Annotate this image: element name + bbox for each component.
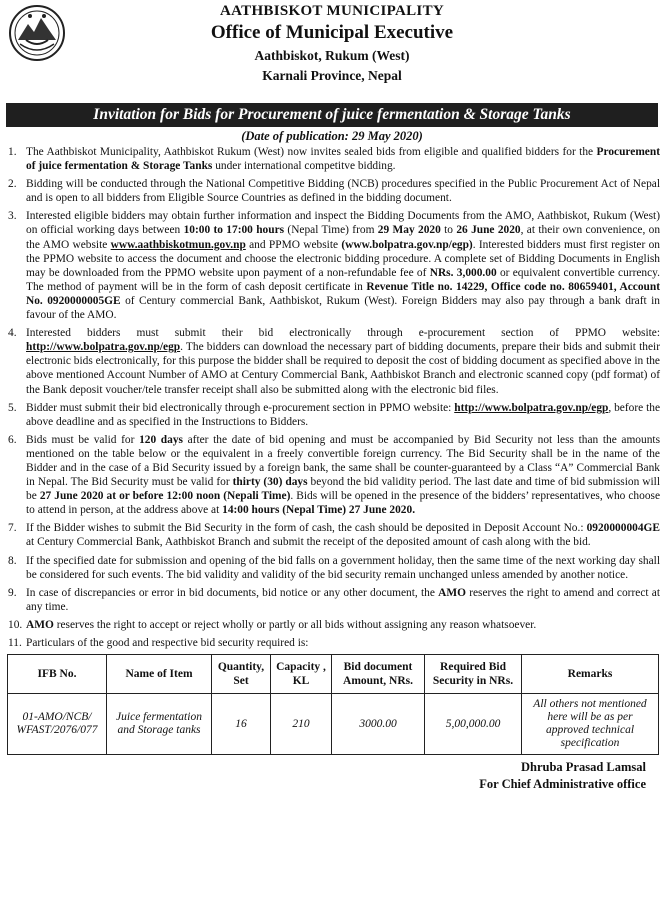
table-header-ifb: IFB No. bbox=[8, 655, 107, 694]
province: Karnali Province, Nepal bbox=[262, 68, 402, 83]
publication-date: (Date of publication: 29 May 2020) bbox=[241, 129, 423, 143]
item-link-text: www.aathbiskotmun.gov.np bbox=[110, 238, 246, 251]
notice-item-9 bbox=[4, 586, 660, 614]
table-header-remarks: Remarks bbox=[522, 655, 659, 694]
notice-item-7 bbox=[4, 521, 660, 549]
item-number: 2. bbox=[8, 178, 17, 191]
notice-header bbox=[4, 0, 660, 103]
item-text: If the Bidder wishes to submit the Bid Security in the form of cash, the cash should be deposited in Deposit Account No.: bbox=[26, 522, 587, 535]
item-text: , at their own convenience, on the AMO website bbox=[26, 224, 661, 251]
item-text: 14:00 hours (Nepal Time) 27 June 2020. bbox=[222, 504, 416, 517]
office-address: Aathbiskot, Rukum (West) bbox=[254, 48, 410, 63]
municipality-name: AATHBISKOT MUNICIPALITY bbox=[219, 3, 445, 19]
notice-item-2 bbox=[4, 177, 660, 205]
cell-remarks: All others not mentioned here will be as per approved technical specification bbox=[522, 694, 659, 755]
item-text: Bidder must submit their bid electronically through e-procurement section in PPMO website: bbox=[26, 401, 455, 414]
item-text: 27 June 2020 at or before 12:00 noon (Nepali Time) bbox=[39, 490, 291, 503]
item-text: reserves the right to amend and correct at any time. bbox=[26, 586, 660, 613]
item-text: AMO bbox=[438, 586, 466, 599]
item-text: or equivalent convertible currency. The method of payment will be in the form of cash deposit certificate in bbox=[26, 266, 660, 293]
notice-item-5 bbox=[4, 401, 660, 429]
item-number: 9. bbox=[8, 586, 17, 599]
item-text: , before the above deadline and as specified in the Instructions to Bidders. bbox=[26, 401, 660, 428]
nepal-emblem-icon bbox=[8, 4, 66, 62]
notice-item-6 bbox=[4, 433, 660, 518]
item-number: 3. bbox=[8, 210, 17, 223]
item-text: beyond the bid validity period. The last date and time of bid submission will be bbox=[26, 476, 660, 503]
item-text: . Bids will be opened in the presence of the bidders’ representatives, who choose to attend in person, at the address above at bbox=[26, 490, 661, 517]
item-text: Bidding will be conducted through the National Competitive Bidding (NCB) procedures specified in the Public Procurement Act of Nepal and is open to all bidders from Eligible Source Countries as defined in the bidding document. bbox=[26, 178, 660, 205]
item-text: Revenue Title no. 14229, Office code no. 80659401, Account No. 0920000005GE bbox=[26, 280, 661, 307]
item-text: 29 May 2020 bbox=[377, 224, 441, 237]
item-text: Procurement of juice fermentation & Storage Tanks bbox=[26, 146, 660, 173]
notice-item-10 bbox=[4, 618, 660, 632]
item-text: Interested eligible bidders may obtain further information and inspect the Bidding Documents from the AMO, Aathbiskot, Rukum (West) on official working days between bbox=[26, 210, 660, 237]
cell-ifb-no: 01-AMO/NCB/ WFAST/2076/077 bbox=[8, 694, 107, 755]
bid-particulars-table bbox=[7, 654, 659, 755]
item-text: at Century Commercial Bank, Aathbiskot Branch and submit the receipt of the deposited amount of cash along with the bid. bbox=[26, 536, 591, 549]
item-text: AMO bbox=[26, 618, 54, 631]
item-text: under international competitve bidding. bbox=[212, 160, 396, 173]
item-number: 6. bbox=[8, 433, 17, 446]
item-link-text: http://www.bolpatra.gov.np/egp bbox=[26, 341, 181, 354]
item-text: 26 June 2020 bbox=[456, 224, 521, 237]
cell-doc-amount: 3000.00 bbox=[332, 694, 425, 755]
table-header-item: Name of Item bbox=[107, 655, 212, 694]
item-text: Particulars of the good and respective bid security required is: bbox=[26, 637, 309, 649]
item-text: The Aathbiskot Municipality, Aathbiskot Rukum (West) now invites sealed bids from eligible and qualified bidders for the bbox=[26, 146, 597, 158]
cell-capacity: 210 bbox=[271, 694, 332, 755]
item-text: after the date of bid opening and must be accompanied by Bid Security not less than the amounts mentioned on the table below or the equivalent in a freely convertible foreign currency. The Bid Security shall be in the name of the Bidder and in the case of a Bid Security issued by a foreign bank, the same shall be counter-guaranteed by a Class “A” Commercial Bank in Nepal. The Bid Security must be valid for bbox=[26, 433, 660, 489]
item-number: 5. bbox=[8, 401, 17, 414]
table-row bbox=[8, 694, 659, 755]
table-header-doc-amount: Bid document Amount, NRs. bbox=[332, 655, 425, 694]
table-header-bid-security: Required Bid Security in NRs. bbox=[425, 655, 522, 694]
item-text: If the specified date for submission and opening of the bid falls on a government holiday, then the same time of the next working day shall be considered for such events. The bid validity and validity of the bid security remain unchanged unless amended by another notice. bbox=[26, 554, 660, 581]
notice-title-banner: Invitation for Bids for Procurement of juice fermentation & Storage Tanks bbox=[6, 103, 658, 127]
item-text: to bbox=[440, 224, 457, 237]
item-text: 0920000004GE bbox=[586, 522, 660, 535]
item-text: of Century commercial Bank, Aathbiskot, Rukum (West). Foreign Bidders may also pay through a bank draft in favour of the AMO. bbox=[26, 294, 661, 322]
item-text: reserves the right to accept or reject wholly or partly or all bids without assigning any reason whatsoever. bbox=[53, 618, 537, 631]
notice-item-11 bbox=[4, 636, 660, 650]
signature-block bbox=[4, 759, 660, 793]
item-text: Interested bidders must submit their bid electronically through e-procurement section of PPMO website: bbox=[26, 327, 660, 340]
item-number: 8. bbox=[8, 554, 17, 567]
notice-items-list bbox=[4, 145, 660, 650]
item-number: 4. bbox=[8, 327, 17, 340]
item-text: 120 days bbox=[139, 433, 183, 446]
office-name: Office of Municipal Executive bbox=[210, 22, 454, 43]
item-text: In case of discrepancies or error in bid documents, bid notice or any other document, the bbox=[26, 586, 439, 599]
cell-bid-security: 5,00,000.00 bbox=[425, 694, 522, 755]
signatory-title: For Chief Administrative office bbox=[479, 777, 646, 792]
table-header-row bbox=[8, 655, 659, 694]
notice-item-3 bbox=[4, 209, 660, 322]
item-number: 10. bbox=[8, 618, 23, 631]
notice-item-4 bbox=[4, 326, 660, 396]
item-text: (Nepal Time) from bbox=[284, 224, 378, 237]
item-text: thirty (30) days bbox=[232, 476, 308, 489]
cell-quantity: 16 bbox=[212, 694, 271, 755]
item-text: . Interested bidders must first register on the PPMO website to access the document and choose the electronic bidding procedure. A complete set of Bidding Documents in English may be downloaded from the PPMO website upon payment of a non-refundable fee of bbox=[26, 238, 660, 279]
item-number: 7. bbox=[8, 522, 17, 535]
signatory-name: Dhruba Prasad Lamsal bbox=[520, 760, 646, 775]
item-text: 10:00 to 17:00 hours bbox=[183, 224, 285, 237]
table-header-capacity: Capacity , KL bbox=[271, 655, 332, 694]
item-text: NRs. 3,000.00 bbox=[429, 266, 497, 279]
notice-item-1 bbox=[4, 145, 660, 173]
cell-item-name: Juice fermentation and Storage tanks bbox=[107, 694, 212, 755]
item-link-text: http://www.bolpatra.gov.np/egp bbox=[454, 401, 609, 414]
item-text: . The bidders can download the necessary part of bidding documents, prepare their bids and submit their electronic bids electronically, for this purpose the bidder shall be required to deposit the cost of bidding document as specified above in the above mentioned Account Number of AMO at Century Commercial Bank, Aathbiskot Branch and electronic scanned copy (pdf format) of the Bank deposit voucher/tele transfer receipt shall also be submitted along with the electronic bid files. bbox=[26, 341, 660, 396]
item-text: (www.bolpatra.gov.np/egp) bbox=[341, 238, 473, 251]
item-number: 11. bbox=[8, 637, 22, 649]
item-number: 1. bbox=[8, 146, 17, 158]
item-text: Bids must be valid for bbox=[26, 433, 140, 446]
notice-item-8 bbox=[4, 554, 660, 582]
table-header-quantity: Quantity, Set bbox=[212, 655, 271, 694]
item-text: and PPMO website bbox=[245, 238, 342, 251]
